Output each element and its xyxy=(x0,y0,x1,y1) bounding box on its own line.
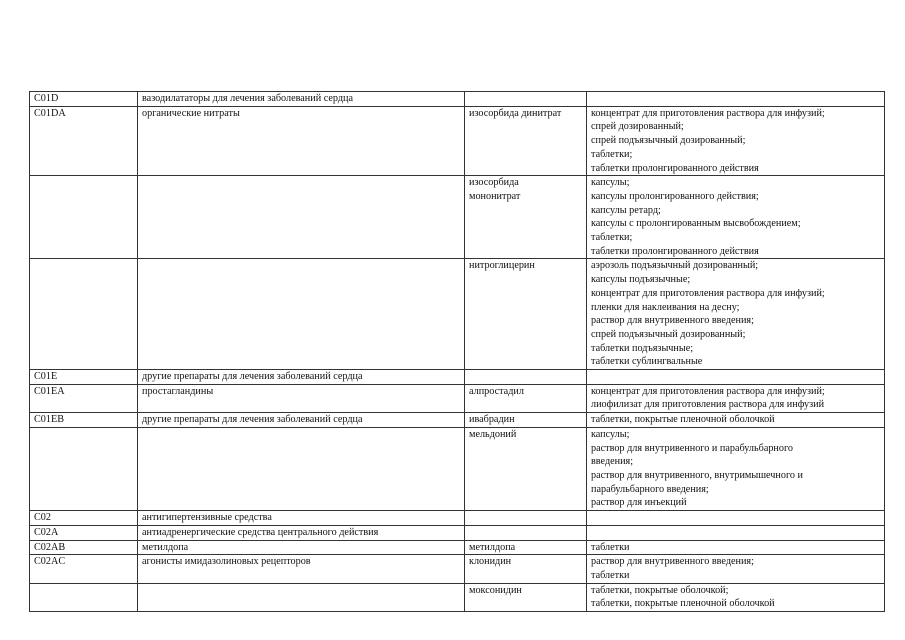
table-row xyxy=(30,176,885,259)
drug-name-cell xyxy=(465,583,587,611)
atc-code xyxy=(34,584,137,598)
anatomical-group-name: вазодилататоры для лечения заболеваний сердца xyxy=(142,93,353,104)
dosage-form-cell xyxy=(587,540,885,555)
anatomical-group-cell xyxy=(138,413,465,428)
anatomical-group-name: другие препараты для лечения заболеваний сердца xyxy=(142,414,363,426)
anatomical-group-name: метилдопа xyxy=(142,541,189,553)
atc-code-cell xyxy=(30,555,138,583)
dosage-form: таблетки, покрытые оболочкой; xyxy=(591,584,729,596)
table-row xyxy=(30,92,885,107)
empty-cell xyxy=(469,92,586,106)
dosage-form: пленки для наклеивания на десну; xyxy=(591,301,740,313)
anatomical-group-cell xyxy=(138,176,465,259)
dosage-form-cell xyxy=(587,427,885,510)
anatomical-group-name: антигипертензивные средства xyxy=(142,512,272,524)
atc-code-cell xyxy=(30,370,138,385)
dosage-form-cell xyxy=(587,370,885,385)
dosage-form: аэрозоль подъязычный дозированный; xyxy=(591,260,759,272)
atc-code-cell xyxy=(30,106,138,176)
anatomical-group-cell xyxy=(138,583,465,611)
dosage-form: парабульбарного введения; xyxy=(591,483,709,495)
dosage-form-cell xyxy=(587,555,885,583)
atc-code: C01EB xyxy=(34,414,65,426)
dosage-form: лиофилизат для приготовления раствора для инфузий xyxy=(591,399,825,411)
anatomical-group-cell xyxy=(138,384,465,412)
dosage-form: раствор для внутривенного и парабульбарного xyxy=(591,442,793,454)
atc-code: C01EA xyxy=(34,385,65,397)
empty-cell xyxy=(591,92,884,106)
atc-code: C01E xyxy=(34,371,58,383)
anatomical-group-cell xyxy=(138,92,465,107)
dosage-form: капсулы; xyxy=(591,177,630,189)
table-row xyxy=(30,525,885,540)
drug-name-cell xyxy=(465,540,587,555)
dosage-form-cell xyxy=(587,176,885,259)
atc-code xyxy=(34,428,137,442)
drug-name-cell xyxy=(465,511,587,526)
dosage-form-cell xyxy=(587,413,885,428)
dosage-form: раствор для внутривенного введения; xyxy=(591,315,754,327)
drug-name: нитроглицерин xyxy=(469,260,535,272)
drug-name: метилдопа xyxy=(469,541,516,553)
atc-code-cell xyxy=(30,413,138,428)
drug-name: изосорбида динитрат xyxy=(469,107,562,119)
anatomical-group-name: органические нитраты xyxy=(142,107,240,119)
dosage-form: таблетки; xyxy=(591,232,633,244)
atc-code-cell xyxy=(30,259,138,370)
drug-name-cell xyxy=(465,555,587,583)
table-row xyxy=(30,427,885,510)
table-row xyxy=(30,106,885,176)
drug-name-cell xyxy=(465,176,587,259)
drug-name: алпростадил xyxy=(469,385,524,397)
drug-name: клонидин xyxy=(469,556,512,568)
atc-code xyxy=(34,259,137,273)
dosage-form: капсулы; xyxy=(591,428,630,440)
atc-table-body xyxy=(30,92,885,612)
drug-name-cell xyxy=(465,427,587,510)
anatomical-group-cell xyxy=(138,370,465,385)
dosage-form: таблетки; xyxy=(591,148,633,160)
drug-name-cell xyxy=(465,413,587,428)
drug-name: моксонидин xyxy=(469,584,522,596)
dosage-form: таблетки пролонгированного действия xyxy=(591,245,759,257)
dosage-form-cell xyxy=(587,106,885,176)
dosage-form: капсулы подъязычные; xyxy=(591,274,691,286)
dosage-form: капсулы ретард; xyxy=(591,204,661,216)
empty-cell xyxy=(469,526,586,540)
dosage-form: раствор для инъекций xyxy=(591,497,687,509)
atc-code-cell xyxy=(30,583,138,611)
empty-cell xyxy=(591,370,884,384)
anatomical-group-name xyxy=(142,259,464,273)
dosage-form: капсулы пролонгированного действия; xyxy=(591,190,759,202)
dosage-form: капсулы с пролонгированным высвобождением; xyxy=(591,218,801,230)
atc-code-cell xyxy=(30,384,138,412)
dosage-form: таблетки xyxy=(591,569,630,581)
dosage-form-cell xyxy=(587,92,885,107)
drug-name: мельдоний xyxy=(469,428,517,440)
drug-name-cell xyxy=(465,370,587,385)
empty-cell xyxy=(591,526,884,540)
drug-name-cell xyxy=(465,106,587,176)
atc-code-cell xyxy=(30,525,138,540)
dosage-form-cell xyxy=(587,511,885,526)
table-row xyxy=(30,555,885,583)
table-row xyxy=(30,413,885,428)
empty-cell xyxy=(469,370,586,384)
empty-cell xyxy=(591,511,884,525)
table-row xyxy=(30,583,885,611)
dosage-form: таблетки подъязычные; xyxy=(591,342,694,354)
dosage-form: таблетки xyxy=(591,541,630,553)
dosage-form-cell xyxy=(587,384,885,412)
anatomical-group-cell xyxy=(138,259,465,370)
drug-name-cell xyxy=(465,384,587,412)
anatomical-group-cell xyxy=(138,427,465,510)
dosage-form: спрей подъязычный дозированный; xyxy=(591,328,746,340)
anatomical-group-name: агонисты имидазолиновых рецепторов xyxy=(142,556,311,568)
anatomical-group-cell xyxy=(138,106,465,176)
dosage-form-cell xyxy=(587,259,885,370)
atc-code: C02 xyxy=(34,512,51,524)
atc-code-cell xyxy=(30,540,138,555)
drug-name-cell xyxy=(465,259,587,370)
empty-cell xyxy=(469,511,586,525)
dosage-form: таблетки пролонгированного действия xyxy=(591,162,759,174)
dosage-form: спрей подъязычный дозированный; xyxy=(591,135,746,147)
dosage-form: таблетки сублингвальные xyxy=(591,356,703,368)
table-row xyxy=(30,540,885,555)
table-row xyxy=(30,384,885,412)
atc-code-cell xyxy=(30,427,138,510)
atc-code: C01DA xyxy=(34,107,66,119)
table-row xyxy=(30,511,885,526)
drug-name: ивабрадин xyxy=(469,414,515,426)
anatomical-group-name xyxy=(142,584,464,598)
atc-code-cell xyxy=(30,511,138,526)
dosage-form: введения; xyxy=(591,456,634,468)
anatomical-group-cell xyxy=(138,525,465,540)
anatomical-group-cell xyxy=(138,511,465,526)
dosage-form: раствор для внутривенного введения; xyxy=(591,556,754,568)
anatomical-group-name: другие препараты для лечения заболеваний сердца xyxy=(142,371,363,383)
atc-code: C02A xyxy=(34,526,59,538)
dosage-form: таблетки, покрытые пленочной оболочкой xyxy=(591,414,775,426)
anatomical-group-cell xyxy=(138,540,465,555)
atc-code: C01D xyxy=(34,93,59,104)
anatomical-group-name xyxy=(142,176,464,190)
drug-name: изосорбида xyxy=(469,177,519,189)
dosage-form: концентрат для приготовления раствора для инфузий; xyxy=(591,385,825,397)
atc-code-cell xyxy=(30,92,138,107)
anatomical-group-name: простагландины xyxy=(142,385,214,397)
atc-code xyxy=(34,176,137,190)
anatomical-group-cell xyxy=(138,555,465,583)
drug-name-cell xyxy=(465,92,587,107)
dosage-form: раствор для внутривенного, внутримышечного и xyxy=(591,469,803,481)
dosage-form: концентрат для приготовления раствора для инфузий; xyxy=(591,107,825,119)
anatomical-group-name: антиадренергические средства центрального действия xyxy=(142,526,379,538)
table-row xyxy=(30,370,885,385)
dosage-form-cell xyxy=(587,583,885,611)
dosage-form: таблетки, покрытые пленочной оболочкой xyxy=(591,598,775,610)
table-row xyxy=(30,259,885,370)
dosage-form: концентрат для приготовления раствора для инфузий; xyxy=(591,287,825,299)
atc-code-cell xyxy=(30,176,138,259)
dosage-form-cell xyxy=(587,525,885,540)
drug-name-cell xyxy=(465,525,587,540)
atc-code: C02AB xyxy=(34,541,66,553)
dosage-form: спрей дозированный; xyxy=(591,121,684,133)
atc-code: C02AC xyxy=(34,556,66,568)
anatomical-group-name xyxy=(142,428,464,442)
drug-name: мононитрат xyxy=(469,190,521,202)
atc-drug-table xyxy=(29,91,885,612)
